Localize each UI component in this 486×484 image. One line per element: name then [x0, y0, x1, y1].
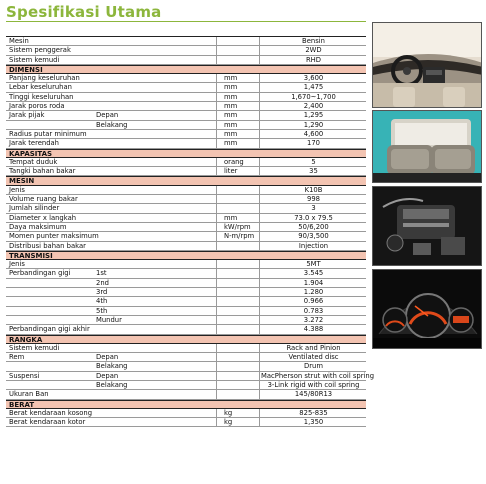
column-divider [216, 232, 217, 240]
spec-row [6, 167, 366, 176]
spec-sublabel: 1st [96, 269, 107, 278]
section-header [6, 335, 366, 344]
spec-label: Perbandingan gigi [9, 269, 71, 278]
spec-value: 0.966 [303, 297, 324, 306]
column-divider [259, 344, 260, 352]
column-divider [216, 186, 217, 194]
spec-value: 3.545 [303, 269, 324, 278]
spec-row [6, 269, 366, 278]
spec-row [6, 74, 366, 83]
spec-row [6, 139, 366, 148]
spec-label: Radius putar minimum [9, 129, 87, 138]
column-divider [259, 297, 260, 305]
column-divider [216, 139, 217, 147]
spec-row [6, 362, 366, 371]
column-divider [259, 353, 260, 361]
column-divider [216, 130, 217, 138]
spec-sublabel: 5th [96, 306, 108, 315]
column-divider [259, 102, 260, 110]
spec-label: Jarak pijak [9, 111, 45, 120]
column-divider [216, 37, 217, 45]
spec-value: 998 [307, 195, 320, 204]
column-divider [216, 307, 217, 315]
column-divider [216, 372, 217, 380]
spec-row [6, 83, 366, 92]
column-divider [216, 269, 217, 277]
column-divider [259, 232, 260, 240]
spec-row [6, 37, 366, 46]
column-divider [259, 260, 260, 268]
spec-unit: N-m/rpm [224, 232, 255, 241]
column-divider [259, 37, 260, 45]
column-divider [216, 93, 217, 101]
spec-row [6, 260, 366, 269]
section-header [6, 149, 366, 158]
spec-label: Perbandingan gigi akhir [9, 325, 90, 334]
spec-unit: mm [224, 83, 238, 92]
spec-value: Injection [298, 241, 329, 250]
spec-value: 2,400 [303, 102, 324, 111]
column-divider [216, 223, 217, 231]
spec-value: 1.904 [303, 278, 324, 287]
spec-label: Berat kendaraan kosong [9, 408, 93, 417]
spec-label: Jumlah silinder [9, 204, 60, 213]
column-divider [216, 167, 217, 175]
column-divider [216, 297, 217, 305]
column-divider [259, 74, 260, 82]
column-divider [259, 390, 260, 398]
column-divider [216, 381, 217, 389]
column-divider [216, 46, 217, 54]
column-divider [259, 167, 260, 175]
spec-row [6, 390, 366, 399]
spec-value: K10B [304, 185, 323, 194]
column-divider [259, 46, 260, 54]
section-title: TRANSMISI [9, 251, 53, 260]
column-divider [259, 121, 260, 129]
spec-label: Panjang keseluruhan [9, 74, 80, 83]
spec-row [6, 121, 366, 130]
column-divider [259, 83, 260, 91]
column-divider [259, 204, 260, 212]
spec-row [6, 344, 366, 353]
column-divider [259, 195, 260, 203]
spec-sublabel: Belakang [96, 362, 128, 371]
spec-sublabel: 3rd [96, 288, 108, 297]
spec-row [6, 130, 366, 139]
spec-unit: mm [224, 92, 238, 101]
section-title: BERAT [9, 400, 35, 409]
column-divider [259, 307, 260, 315]
spec-value: 1,350 [303, 418, 324, 427]
column-divider [259, 93, 260, 101]
spec-value: 145/80R13 [294, 390, 333, 399]
column-divider [216, 344, 217, 352]
column-divider [259, 288, 260, 296]
spec-value: 2WD [305, 46, 322, 55]
column-divider [259, 111, 260, 119]
column-divider [259, 223, 260, 231]
column-divider [259, 362, 260, 370]
spec-row [6, 232, 366, 241]
column-divider [216, 204, 217, 212]
spec-sublabel: Belakang [96, 120, 128, 129]
spec-value: RHD [305, 55, 322, 64]
spec-row [6, 279, 366, 288]
spec-row [6, 371, 375, 381]
section-title: MESIN [9, 177, 35, 186]
section-title: RANGKA [9, 335, 43, 344]
column-divider [216, 390, 217, 398]
column-divider [216, 353, 217, 361]
spec-unit: mm [224, 111, 238, 120]
spec-value: 3.272 [303, 315, 324, 324]
spec-row [6, 204, 366, 213]
column-divider [259, 279, 260, 287]
section-header [6, 176, 366, 185]
spec-row [6, 353, 366, 362]
spec-label: Ukuran Ban [9, 390, 49, 399]
spec-unit: mm [224, 102, 238, 111]
spec-row [6, 381, 366, 390]
section-header [6, 65, 366, 74]
spec-row [6, 214, 366, 223]
spec-value: 3 [311, 204, 316, 213]
section-title: DIMENSI [9, 65, 43, 74]
column-divider [216, 83, 217, 91]
column-divider [259, 130, 260, 138]
spec-row [6, 102, 366, 111]
spec-value: 1,670~1,700 [291, 92, 336, 101]
title-rule [6, 21, 366, 22]
spec-label: Tempat duduk [9, 157, 58, 166]
section-title: KAPASITAS [9, 149, 53, 158]
spec-label: Berat kendaraan kotor [9, 418, 86, 427]
column-divider [259, 372, 260, 380]
spec-label: Jenis [9, 185, 25, 194]
column-divider [259, 269, 260, 277]
column-divider [216, 260, 217, 268]
spec-sublabel: Depan [96, 353, 119, 362]
spec-row [6, 158, 366, 167]
spec-value: 3,600 [303, 74, 324, 83]
spec-value: Bensin [302, 37, 325, 45]
spec-unit: mm [224, 213, 238, 222]
spec-row [6, 56, 366, 65]
spec-row [6, 186, 366, 195]
spec-value: 90/3,500 [298, 232, 329, 241]
column-divider [216, 362, 217, 370]
spec-value: 4.388 [303, 325, 324, 334]
spec-value: 1,295 [303, 111, 324, 120]
spec-unit: orang [224, 157, 244, 166]
spec-row [6, 297, 366, 306]
spec-unit: liter [224, 167, 238, 176]
spec-unit: kg [224, 408, 233, 417]
spec-unit: kg [224, 418, 233, 427]
column-divider [216, 418, 217, 426]
column-divider [216, 111, 217, 119]
spec-value: 170 [307, 139, 320, 148]
spec-sublabel: 2nd [96, 278, 109, 287]
column-divider [216, 74, 217, 82]
spec-row [6, 242, 366, 251]
column-divider [216, 121, 217, 129]
spec-unit: mm [224, 74, 238, 83]
spec-label: Tinggi keseluruhan [9, 92, 74, 101]
column-divider [259, 325, 260, 333]
spec-label: Lebar keseluruhan [9, 83, 72, 92]
spec-value: MacPherson strut with coil spring [261, 371, 375, 380]
column-divider [216, 279, 217, 287]
column-divider [216, 195, 217, 203]
spec-label: Volume ruang bakar [9, 195, 78, 204]
spec-row [6, 111, 366, 120]
spec-label: Mesin [9, 37, 29, 45]
page-title: Spesifikasi Utama [6, 3, 162, 21]
column-divider [216, 316, 217, 324]
column-divider [216, 242, 217, 250]
spec-value: 50/6,200 [298, 222, 329, 231]
spec-unit: kW/rpm [224, 222, 251, 231]
spec-value: 1,475 [303, 83, 324, 92]
spec-value: 1.280 [303, 288, 324, 297]
spec-label: Jarak poros roda [9, 102, 65, 111]
spec-table [6, 36, 375, 427]
spec-value: 5 [311, 157, 316, 166]
spec-row [6, 307, 366, 316]
spec-unit: mm [224, 139, 238, 148]
column-divider [216, 409, 217, 417]
car-dashboard-photo [372, 22, 482, 108]
column-divider [216, 102, 217, 110]
spec-row [6, 195, 366, 204]
spec-label: Sistem kemudi [9, 343, 60, 352]
spec-sublabel: Depan [96, 371, 119, 380]
spec-sublabel: 4th [96, 297, 108, 306]
column-divider [216, 56, 217, 64]
spec-row [6, 46, 366, 55]
spec-value: Rack and Pinion [286, 343, 341, 352]
car-rear-seat-photo [372, 110, 482, 183]
section-header [6, 400, 366, 409]
column-divider [216, 214, 217, 222]
spec-value: 1,290 [303, 120, 324, 129]
engine-bay-photo [372, 186, 482, 266]
column-divider [259, 56, 260, 64]
spec-label: Momen punter maksimum [9, 232, 99, 241]
spec-sublabel: Depan [96, 111, 119, 120]
column-divider [259, 214, 260, 222]
spec-unit: mm [224, 129, 238, 138]
spec-value: 73.0 x 79.5 [294, 213, 333, 222]
column-divider [216, 325, 217, 333]
spec-label: Sistem penggerak [9, 46, 71, 55]
column-divider [259, 158, 260, 166]
spec-label: Rem [9, 353, 25, 362]
spec-value: 5MT [306, 260, 321, 269]
spec-unit: mm [224, 120, 238, 129]
spec-value: 825-835 [299, 408, 328, 417]
spec-row [6, 288, 366, 297]
spec-label: Diameter x langkah [9, 213, 77, 222]
spec-value: 3-Link rigid with coil spring [267, 380, 360, 389]
spec-label: Distribusi bahan bakar [9, 241, 86, 250]
spec-value: 0.783 [303, 306, 324, 315]
spec-label: Jenis [9, 260, 25, 269]
spec-label: Sistem kemudi [9, 55, 60, 64]
column-divider [216, 288, 217, 296]
section-header [6, 251, 366, 260]
spec-label: Suspensi [9, 371, 40, 380]
column-divider [259, 139, 260, 147]
spec-row [6, 325, 366, 334]
spec-value: Drum [304, 362, 323, 371]
spec-sublabel: Belakang [96, 380, 128, 389]
column-divider [259, 186, 260, 194]
column-divider [216, 158, 217, 166]
instrument-cluster-photo [372, 269, 482, 349]
spec-row [6, 316, 366, 325]
spec-value: Ventilated disc [288, 353, 339, 362]
column-divider [259, 409, 260, 417]
spec-sublabel: Mundur [96, 315, 122, 324]
spec-label: Daya maksimum [9, 222, 67, 231]
spec-row [6, 418, 366, 427]
column-divider [259, 316, 260, 324]
spec-row [6, 223, 366, 232]
column-divider [259, 381, 260, 389]
spec-value: 4,600 [303, 129, 324, 138]
column-divider [259, 242, 260, 250]
spec-row [6, 409, 366, 418]
spec-label: Jarak terendah [9, 139, 59, 148]
spec-label: Tangki bahan bakar [9, 167, 76, 176]
column-divider [259, 418, 260, 426]
spec-row [6, 93, 366, 102]
spec-value: 35 [309, 167, 318, 176]
